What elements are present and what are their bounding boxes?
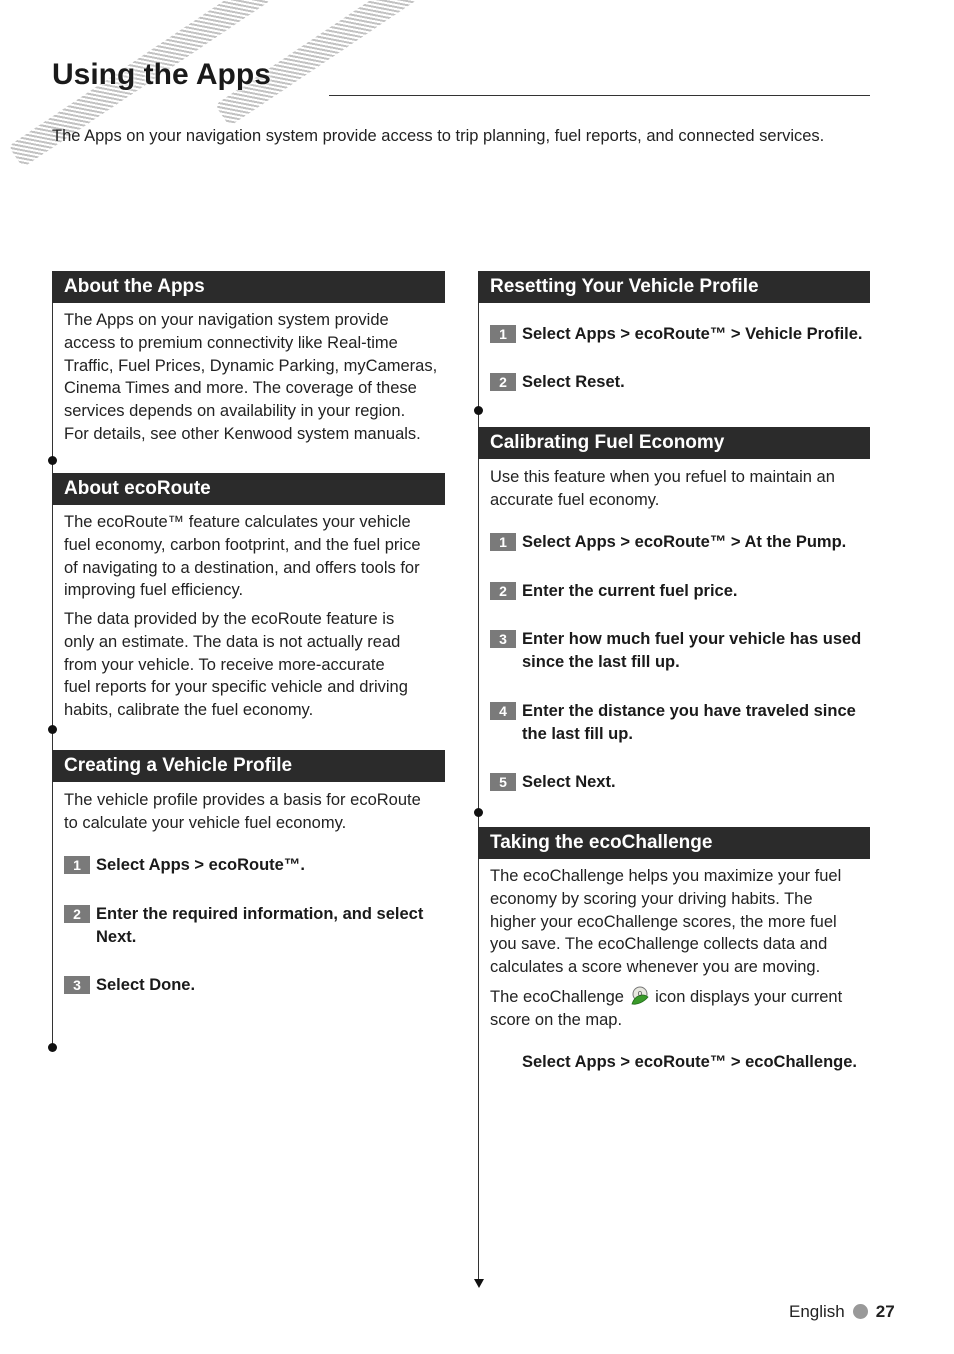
section-end-dot	[474, 406, 483, 415]
footer-language: English	[789, 1302, 845, 1321]
step-number-badge: 2	[490, 582, 516, 600]
step-number-badge: 2	[64, 905, 90, 923]
section-heading-creating-profile: Creating a Vehicle Profile	[52, 750, 445, 782]
title-rule	[329, 95, 870, 96]
ecochallenge-icon-text: The ecoChallenge 0 icon displays your current score on the map.	[490, 985, 870, 1032]
footer-bullet-icon	[853, 1304, 868, 1319]
column-guide-line	[52, 271, 53, 1048]
step-number-badge: 3	[64, 976, 90, 994]
about-apps-text: The Apps on your navigation system provide access to premium connectivity like Real-time Traffic, Fuel Prices, Dynamic Parking, myCameras, Cinema Times and more. The coverage of these services depends on availability in your region. For details, see other Kenwood system manuals.	[64, 311, 438, 443]
step-text: Select Apps > ecoRoute™.	[96, 856, 305, 874]
section-heading-about-ecoroute: About ecoRoute	[52, 473, 445, 505]
step-text: Select Apps > ecoRoute™ > At the Pump.	[522, 533, 847, 551]
step-number-badge: 2	[490, 373, 516, 391]
step-text: Enter the current fuel price.	[522, 582, 738, 600]
column-guide-line	[478, 271, 479, 1279]
page-number: 27	[875, 1302, 895, 1321]
step-text: Enter the required information, and select Next.	[96, 905, 424, 946]
step-text: Enter how much fuel your vehicle has used since the last fill up.	[522, 630, 862, 671]
svg-text:0: 0	[637, 990, 642, 998]
intro-text: The Apps on your navigation system provide access to trip planning, fuel reports, and connected services.	[52, 127, 825, 145]
ecochallenge-text: The ecoChallenge helps you maximize your fuel economy by scoring your driving habits. The higher your ecoChallenge scores, the more fuel you save. The ecoChallenge collects data and calculates a score whenever you are moving.	[490, 867, 842, 977]
section-heading-resetting-profile: Resetting Your Vehicle Profile	[478, 271, 870, 303]
section-end-dot	[48, 1043, 57, 1052]
page-title: Using the Apps	[52, 58, 271, 91]
ecochallenge-leaf-icon	[629, 985, 651, 1007]
step-text: Select Next.	[522, 773, 616, 791]
step-text: Select Done.	[96, 976, 196, 994]
step-number-badge: 1	[64, 856, 90, 874]
about-ecoroute-note: The data provided by the ecoRoute feature is only an estimate. The data is not actually read from your vehicle. To receive more-accurate fuel reports for your specific vehicle and driving habits, calibrate the fuel economy.	[64, 610, 408, 720]
section-heading-about-apps: About the Apps	[52, 271, 445, 303]
section-end-dot	[48, 456, 57, 465]
section-heading-ecochallenge: Taking the ecoChallenge	[478, 827, 870, 859]
step-number-badge: 4	[490, 702, 516, 720]
step-number-badge: 5	[490, 773, 516, 791]
step-text: Enter the distance you have traveled since the last fill up.	[522, 702, 856, 743]
section-end-dot	[48, 725, 57, 734]
creating-profile-text: The vehicle profile provides a basis for ecoRoute to calculate your vehicle fuel economy.	[64, 791, 421, 832]
section-end-dot	[474, 808, 483, 817]
continue-arrow-icon	[474, 1279, 484, 1288]
about-ecoroute-text: The ecoRoute™ feature calculates your vehicle fuel economy, carbon footprint, and the fuel price of navigating to a destination, and offers tools for improving fuel efficiency.	[64, 513, 421, 600]
section-heading-calibrating: Calibrating Fuel Economy	[478, 427, 870, 459]
step-text: Select Apps > ecoRoute™ > Vehicle Profile.	[522, 325, 863, 343]
step-text: Select Apps > ecoRoute™ > ecoChallenge.	[522, 1053, 857, 1071]
calibrating-text: Use this feature when you refuel to maintain an accurate fuel economy.	[490, 468, 835, 509]
page-footer	[789, 1302, 895, 1322]
step-number-badge: 3	[490, 630, 516, 648]
step-number-badge: 1	[490, 533, 516, 551]
step-number-badge: 1	[490, 325, 516, 343]
step-text: Select Reset.	[522, 373, 625, 391]
